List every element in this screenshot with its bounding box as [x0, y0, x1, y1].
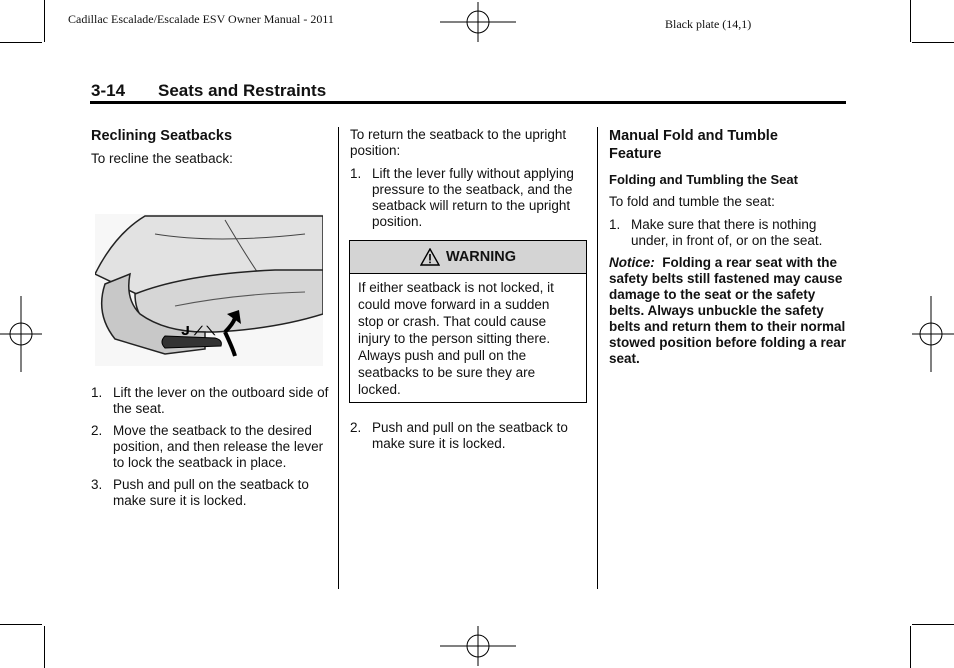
notice-text: Folding a rear seat with the safety belts still fastened may cause damage to the seat or the safety belts. Always unbuckle the safety belts and return them to their normal stowed position before folding a rear seat.: [609, 255, 847, 366]
column-divider-1: [338, 127, 339, 589]
list-item: 1. Lift the lever fully without applying pressure to the seatback, and the seatback will return to the upright position.: [350, 166, 574, 229]
notice-label: Notice:: [609, 255, 655, 270]
warning-title: WARNING: [445, 249, 517, 265]
notice-paragraph: [609, 255, 847, 367]
col2-intro: To return the seatback to the upright position:: [350, 127, 567, 158]
list-item: 1. Lift the lever on the outboard side of the seat.: [91, 385, 329, 416]
section-rule: [90, 101, 846, 104]
svg-text:ᒍ ⟋ ⟍: ᒍ ⟋ ⟍: [181, 324, 216, 338]
column-divider-2: [597, 127, 598, 589]
section-number: 3-14: [91, 81, 126, 100]
registration-mark-bottom: [440, 626, 516, 666]
registration-mark-top: [440, 2, 516, 42]
col1-steps: [91, 385, 329, 509]
seat-lever-illustration: [95, 214, 323, 366]
manual-title: Cadillac Escalade/Escalade ESV Owner Manual - 2011: [68, 12, 334, 26]
col2-steps-a: [350, 166, 586, 230]
reclining-heading: Reclining Seatbacks: [91, 128, 233, 144]
list-item: 1. Make sure that there is nothing under, in front of, or on the seat.: [609, 217, 823, 248]
warning-body: If either seatback is not locked, it could move forward in a sudden stop or crash. That could cause injury to the person sitting there. Always push and pull on the seatbacks to be sure they are locked.: [358, 280, 554, 397]
col2-steps-b: [350, 420, 590, 452]
col3-intro: To fold and tumble the seat:: [609, 194, 775, 209]
plate-label: Black plate (14,1): [665, 17, 752, 31]
col1-intro: To recline the seatback:: [91, 151, 233, 166]
section-heading: [91, 81, 326, 101]
registration-mark-left: [0, 296, 42, 372]
list-item: 3. Push and pull on the seatback to make sure it is locked.: [91, 477, 309, 508]
warning-header: [350, 241, 586, 274]
list-item: 2. Move the seatback to the desired position, and then release the lever to lock the seatback in place.: [91, 423, 324, 470]
fold-tumble-subheading: Folding and Tumbling the Seat: [609, 172, 798, 187]
col3-steps: [609, 217, 845, 249]
registration-mark-right: [912, 296, 954, 372]
section-title: Seats and Restraints: [158, 81, 327, 100]
list-item: 2. Push and pull on the seatback to make sure it is locked.: [350, 420, 568, 451]
warning-triangle-icon: [420, 248, 440, 266]
fold-tumble-heading: Manual Fold and Tumble Feature: [609, 128, 778, 162]
warning-box: [349, 240, 587, 403]
